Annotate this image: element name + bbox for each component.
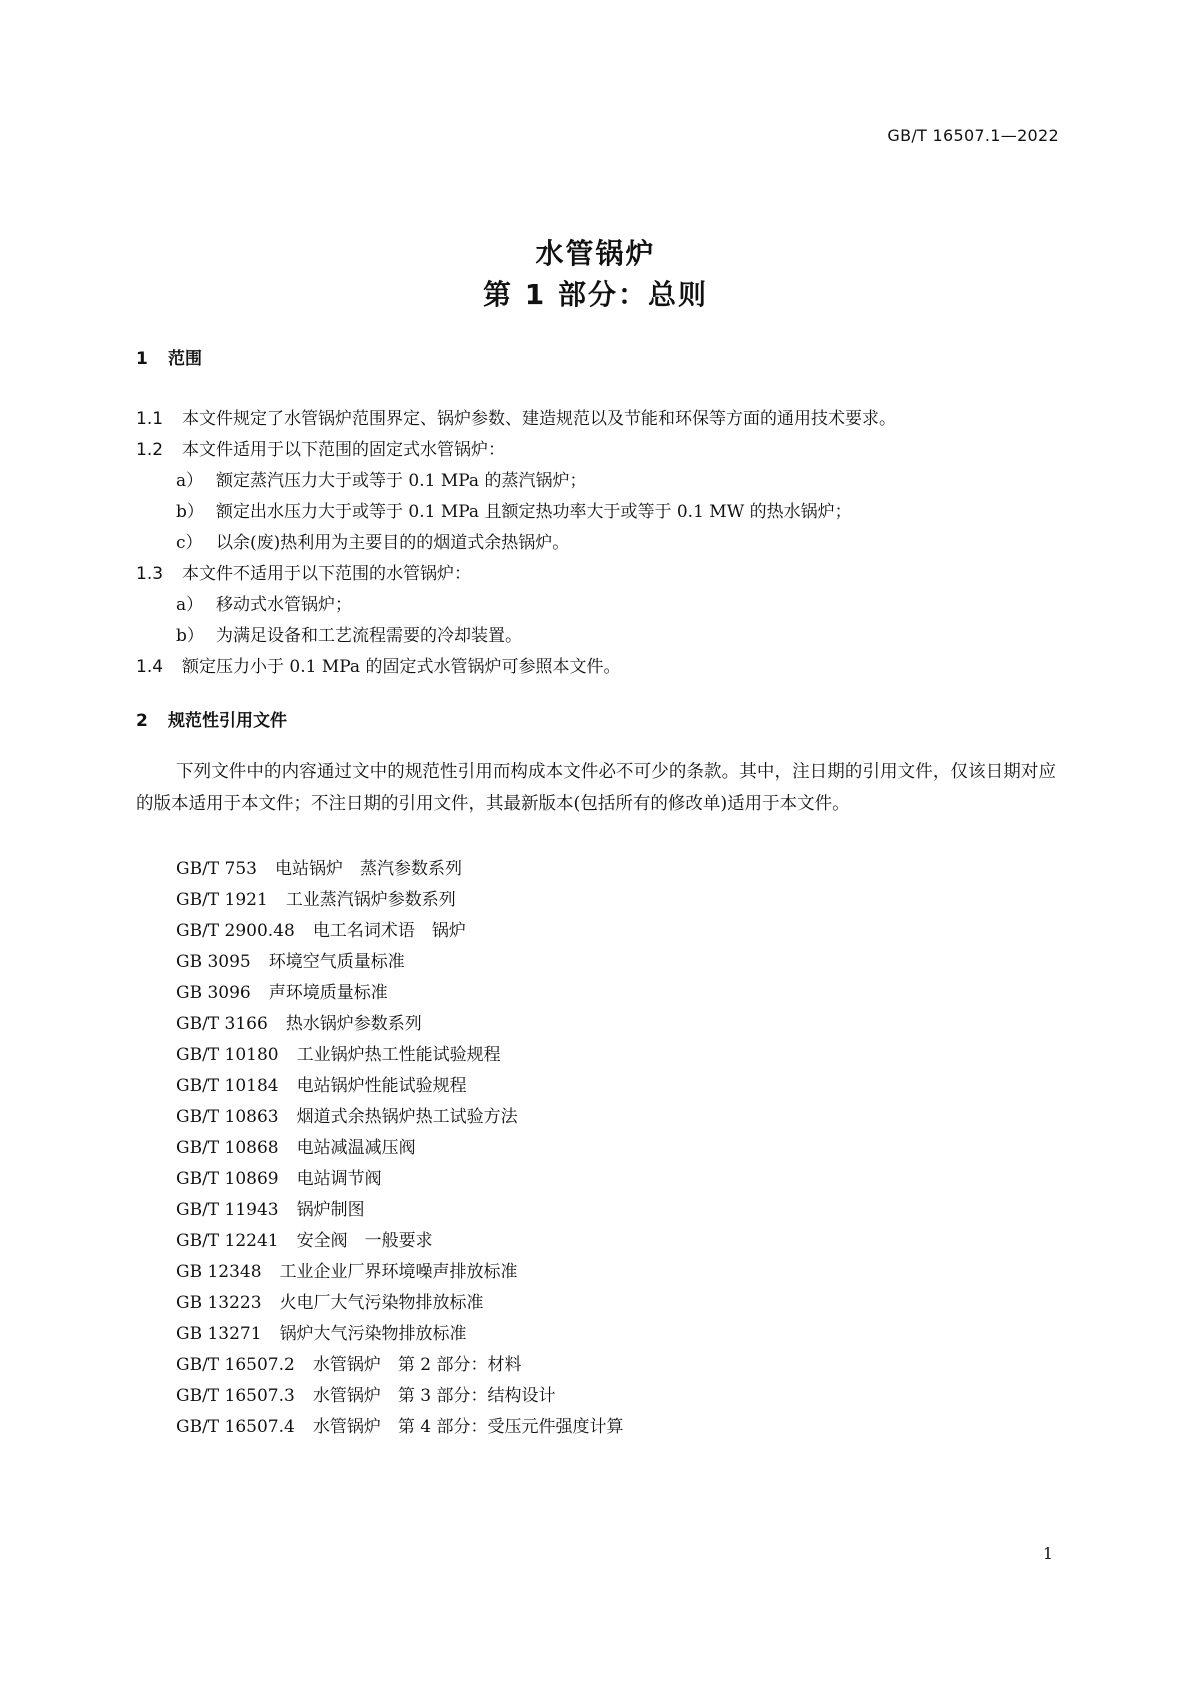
reference-code: GB/T 10180 [176, 1045, 279, 1065]
item-label: b） [176, 626, 204, 646]
reference-title: 安全阀 一般要求 [296, 1231, 433, 1251]
reference-code: GB/T 10869 [176, 1169, 279, 1189]
list-item [176, 590, 352, 615]
reference-item [176, 1257, 518, 1282]
page-number: 1 [1042, 1544, 1053, 1563]
reference-item [176, 1226, 433, 1251]
section-2-intro: 下列文件中的内容通过文中的规范性引用而构成本文件必不可少的条款。其中，注日期的引用文件，仅该日期对应的版本适用于本文件；不注日期的引用文件，其最新版本(包括所有的修改单)适用于本文件。 [136, 762, 1056, 814]
item-text: 移动式水管锅炉； [216, 595, 352, 615]
reference-code: GB/T 3166 [176, 1014, 268, 1034]
reference-title: 声环境质量标准 [268, 983, 388, 1003]
reference-title: 电站锅炉 蒸汽参数系列 [275, 859, 462, 879]
reference-item [176, 978, 388, 1003]
reference-title: 水管锅炉 第 2 部分：材料 [312, 1355, 522, 1375]
reference-title: 环境空气质量标准 [268, 952, 405, 972]
clause-1-4 [136, 652, 620, 677]
item-label: a） [176, 471, 204, 491]
list-item [176, 621, 522, 646]
list-item [176, 497, 852, 522]
reference-item [176, 1133, 416, 1158]
clause-number: 1.3 [136, 564, 164, 584]
reference-code: GB/T 16507.2 [176, 1355, 295, 1375]
reference-item [176, 1102, 518, 1127]
clause-text: 额定压力小于 0.1 MPa 的固定式水管锅炉可参照本文件。 [182, 657, 621, 677]
reference-title: 热水锅炉参数系列 [285, 1014, 422, 1034]
section-number: 1 [136, 349, 148, 369]
reference-code: GB/T 753 [176, 859, 257, 879]
reference-item [176, 854, 462, 879]
reference-title: 工业锅炉热工性能试验规程 [296, 1045, 501, 1065]
item-text: 为满足设备和工艺流程需要的冷却装置。 [216, 626, 522, 646]
reference-code: GB 3096 [176, 983, 251, 1003]
reference-item [176, 1164, 382, 1189]
reference-title: 水管锅炉 第 3 部分：结构设计 [312, 1386, 556, 1406]
section-title: 范围 [168, 349, 202, 369]
clause-text: 本文件不适用于以下范围的水管锅炉： [182, 564, 471, 584]
item-label: a） [176, 595, 204, 615]
clause-text: 本文件适用于以下范围的固定式水管锅炉： [182, 440, 505, 460]
reference-code: GB 12348 [176, 1262, 262, 1282]
reference-item [176, 1071, 467, 1096]
item-label: c） [176, 533, 203, 553]
reference-item [176, 1319, 467, 1344]
list-item [176, 528, 569, 553]
reference-code: GB/T 10863 [176, 1107, 279, 1127]
reference-title: 电站锅炉性能试验规程 [296, 1076, 467, 1096]
clause-number: 1.2 [136, 440, 164, 460]
reference-title: 工业企业厂界环境噪声排放标准 [279, 1262, 518, 1282]
item-text: 额定出水压力大于或等于 0.1 MPa 且额定热功率大于或等于 0.1 MW 的热水锅炉； [216, 502, 852, 522]
clause-1-3 [136, 559, 471, 584]
section-1-heading [136, 344, 202, 369]
reference-title: 火电厂大气污染物排放标准 [279, 1293, 484, 1313]
reference-code: GB/T 12241 [176, 1231, 279, 1251]
document-title: 水管锅炉 [535, 237, 656, 270]
reference-item [176, 916, 466, 941]
reference-code: GB/T 10184 [176, 1076, 279, 1096]
reference-title: 烟道式余热锅炉热工试验方法 [296, 1107, 518, 1127]
reference-code: GB 13271 [176, 1324, 262, 1344]
clause-number: 1.4 [136, 657, 164, 677]
reference-item [176, 947, 405, 972]
item-text: 额定蒸汽压力大于或等于 0.1 MPa 的蒸汽锅炉； [216, 471, 587, 491]
standard-code: GB/T 16507.1—2022 [887, 126, 1059, 145]
reference-code: GB/T 11943 [176, 1200, 279, 1220]
reference-item [176, 1009, 422, 1034]
reference-item [176, 1040, 501, 1065]
reference-title: 水管锅炉 第 4 部分：受压元件强度计算 [312, 1417, 624, 1437]
reference-code: GB/T 1921 [176, 890, 268, 910]
reference-code: GB/T 16507.4 [176, 1417, 295, 1437]
reference-code: GB 3095 [176, 952, 251, 972]
reference-code: GB 13223 [176, 1293, 262, 1313]
reference-title: 锅炉大气污染物排放标准 [279, 1324, 467, 1344]
item-label: b） [176, 502, 204, 522]
document-subtitle: 第 1 部分：总则 [483, 278, 708, 311]
clause-1-1 [136, 404, 896, 429]
section-number: 2 [136, 711, 148, 731]
reference-item [176, 1381, 555, 1406]
reference-item [176, 885, 456, 910]
reference-code: GB/T 10868 [176, 1138, 279, 1158]
reference-title: 工业蒸汽锅炉参数系列 [285, 890, 456, 910]
clause-text: 本文件规定了水管锅炉范围界定、锅炉参数、建造规范以及节能和环保等方面的通用技术要求。 [182, 409, 896, 429]
reference-title: 电工名词术语 锅炉 [312, 921, 466, 941]
reference-item [176, 1350, 521, 1375]
reference-title: 电站减温减压阀 [296, 1138, 416, 1158]
reference-code: GB/T 16507.3 [176, 1386, 295, 1406]
reference-title: 锅炉制图 [296, 1200, 365, 1220]
clause-1-2 [136, 435, 505, 460]
reference-title: 电站调节阀 [296, 1169, 382, 1189]
item-text: 以余(废)热利用为主要目的的烟道式余热锅炉。 [216, 533, 570, 553]
reference-item [176, 1195, 365, 1220]
reference-item [176, 1412, 623, 1437]
section-2-heading [136, 706, 287, 731]
reference-code: GB/T 2900.48 [176, 921, 295, 941]
section-title: 规范性引用文件 [168, 711, 287, 731]
list-item [176, 466, 586, 491]
clause-number: 1.1 [136, 409, 164, 429]
reference-item [176, 1288, 484, 1313]
